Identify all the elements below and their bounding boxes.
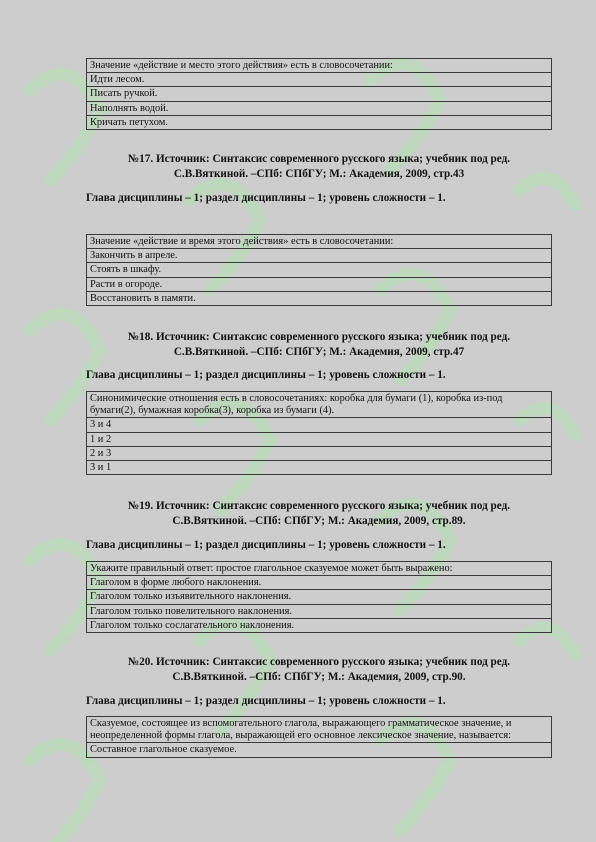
answer-option-row — [87, 743, 552, 757]
heading-line: №19. Источник: Синтаксис современного русского языка; учебник под ред. — [127, 500, 511, 512]
question-18-table — [86, 391, 552, 475]
heading-line: №18. Источник: Синтаксис современного русского языка; учебник под ред. — [127, 331, 511, 343]
heading-line: С.В.Вяткиной. –СПб: СПбГУ; М.: Академия, 2009, стр.90. — [172, 670, 466, 683]
answer-option: 2 и 3 — [87, 446, 552, 460]
answer-option-row — [87, 590, 552, 604]
question-17-chapter: Глава дисциплины – 1; раздел дисциплины – 1; уровень сложности – 1. — [86, 192, 446, 204]
question-19-chapter: Глава дисциплины – 1; раздел дисциплины – 1; уровень сложности – 1. — [86, 539, 446, 551]
question-18-chapter: Глава дисциплины – 1; раздел дисциплины – 1; уровень сложности – 1. — [86, 369, 446, 381]
question-19-table — [86, 561, 552, 633]
question-20-heading — [86, 655, 552, 684]
answer-option-row — [87, 604, 552, 618]
answer-option: 3 и 4 — [87, 418, 552, 432]
heading-line: №20. Источник: Синтаксис современного русского языка; учебник под ред. — [127, 656, 511, 668]
answer-option-row — [87, 576, 552, 590]
answer-option-row — [87, 461, 552, 475]
answer-option-row — [87, 446, 552, 460]
watermark-glyph — [30, 744, 100, 842]
question-17-table — [86, 234, 552, 306]
heading-line: С.В.Вяткиной. –СПб: СПбГУ; М.: Академия, 2009, стр.47 — [173, 345, 465, 358]
question-prompt-row — [87, 235, 552, 249]
answer-option: Наполнять водой. — [87, 101, 552, 115]
heading-line: №17. Источник: Синтаксис современного русского языка; учебник под ред. — [127, 153, 511, 165]
answer-option-row — [87, 418, 552, 432]
answer-option: Расти в огороде. — [87, 277, 552, 291]
answer-option-row — [87, 115, 552, 129]
answer-option-row — [87, 618, 552, 632]
question-prompt: Укажите правильный ответ: простое глагольное сказуемое может быть выражено: — [87, 562, 552, 576]
question-prompt: Значение «действие и место этого действия» есть в словосочетании: — [87, 59, 552, 73]
answer-option: Кричать петухом. — [87, 115, 552, 129]
heading-line: С.В.Вяткиной. –СПб: СПбГУ; М.: Академия, 2009, стр.43 — [173, 167, 465, 180]
question-18-heading — [86, 330, 552, 359]
question-prompt-row — [87, 392, 552, 418]
heading-line: С.В.Вяткиной. –СПб: СПбГУ; М.: Академия, 2009, стр.89. — [172, 514, 466, 527]
answer-option: Закончить в апреле. — [87, 249, 552, 263]
question-17-heading — [86, 152, 552, 181]
question-20-chapter: Глава дисциплины – 1; раздел дисциплины – 1; уровень сложности – 1. — [86, 695, 446, 707]
answer-option: 1 и 2 — [87, 432, 552, 446]
question-prompt-row — [87, 717, 552, 743]
answer-option: Писать ручкой. — [87, 87, 552, 101]
question-16-table — [86, 58, 552, 130]
answer-option: Составное глагольное сказуемое. — [87, 743, 552, 757]
answer-option: Глаголом только изъявительного наклонения. — [87, 590, 552, 604]
answer-option: Стоять в шкафу. — [87, 263, 552, 277]
answer-option-row — [87, 101, 552, 115]
answer-option-row — [87, 277, 552, 291]
answer-option-row — [87, 432, 552, 446]
question-prompt: Сказуемое, состоящее из вспомогательного глагола, выражающего грамматическое значение, и неопределенной формы глагола, выражающей его основное лексическое значение, называется: — [87, 717, 552, 743]
question-prompt: Синонимические отношения есть в словосочетаниях: коробка для бумаги (1), коробка из-под бумаги(2), бумажная коробка(3), коробка из бумаги (4). — [87, 392, 552, 418]
question-prompt-row — [87, 59, 552, 73]
answer-option-row — [87, 87, 552, 101]
question-prompt-row — [87, 562, 552, 576]
answer-option: Глаголом только сослагательного наклонения. — [87, 618, 552, 632]
answer-option: Идти лесом. — [87, 73, 552, 87]
answer-option: Восстановить в памяти. — [87, 291, 552, 305]
answer-option-row — [87, 249, 552, 263]
answer-option: 3 и 1 — [87, 461, 552, 475]
answer-option: Глаголом только повелительного наклонения. — [87, 604, 552, 618]
answer-option-row — [87, 73, 552, 87]
answer-option-row — [87, 291, 552, 305]
answer-option: Глаголом в форме любого наклонения. — [87, 576, 552, 590]
answer-option-row — [87, 263, 552, 277]
question-prompt: Значение «действие и время этого действия» есть в словосочетании: — [87, 235, 552, 249]
question-20-table — [86, 716, 552, 758]
question-19-heading — [86, 499, 552, 528]
